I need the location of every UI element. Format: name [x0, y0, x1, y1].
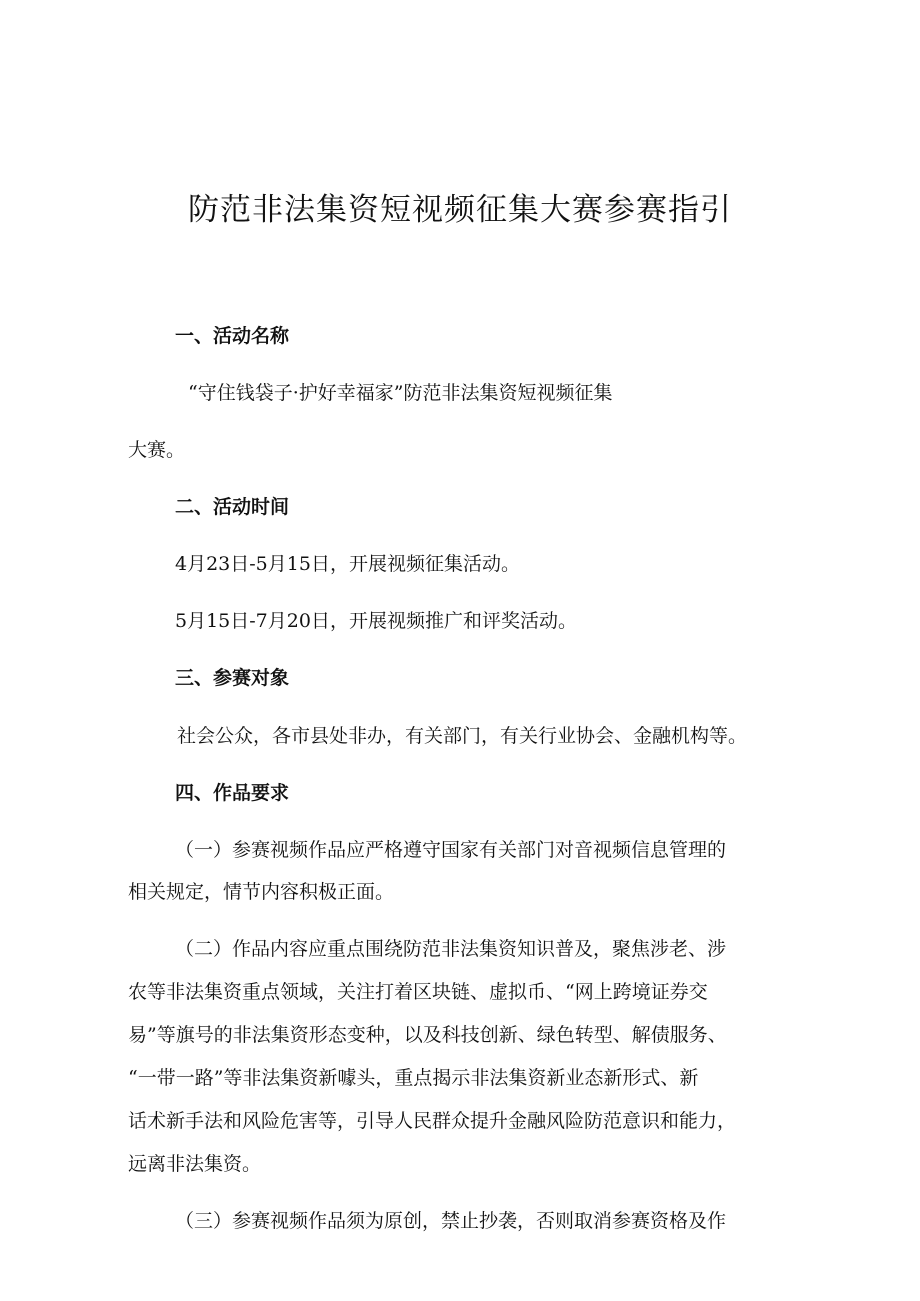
section-heading-participants: 三、参赛对象: [175, 667, 290, 689]
section-line: 社会公众，各市县处非办，有关部门，有关行业协会、金融机构等。: [177, 725, 748, 747]
section-heading-activity-time: 二、活动时间: [175, 496, 290, 518]
paragraph-line: 远离非法集资。: [128, 1153, 262, 1175]
paragraph-line: “一带一路”等非法集资新噱头，重点揭示非法集资新业态新形式、新: [128, 1067, 699, 1089]
paragraph-line: 易”等旗号的非法集资形态变种，以及科技创新、绿色转型、解债服务、: [128, 1024, 727, 1046]
paragraph-line: 农等非法集资重点领域，关注打着区块链、虚拟币、“网上跨境证券交: [128, 981, 708, 1003]
paragraph-line: 话术新手法和风险危害等，引导人民群众提升金融风险防范意识和能力，: [128, 1110, 737, 1132]
section-heading-work-requirements: 四、作品要求: [175, 782, 290, 804]
section-line: 4月23日-5月15日，开展视频征集活动。: [175, 553, 520, 575]
section-line: 5月15日-7月20日，开展视频推广和评奖活动。: [175, 610, 577, 632]
document-title: 防范非法集资短视频征集大赛参赛指引: [188, 192, 732, 228]
section-line: 大赛。: [128, 439, 186, 461]
paragraph-line: （一）参赛视频作品应严格遵守国家有关部门对音视频信息管理的: [175, 839, 727, 861]
section-line: “守住钱袋子·护好幸福家”防范非法集资短视频征集: [188, 382, 613, 404]
section-heading-activity-name: 一、活动名称: [175, 325, 290, 347]
paragraph-line: 相关规定，情节内容积极正面。: [128, 881, 395, 903]
paragraph-line: （三）参赛视频作品须为原创，禁止抄袭，否则取消参赛资格及作: [175, 1210, 727, 1232]
paragraph-line: （二）作品内容应重点围绕防范非法集资知识普及，聚焦涉老、涉: [175, 938, 727, 960]
